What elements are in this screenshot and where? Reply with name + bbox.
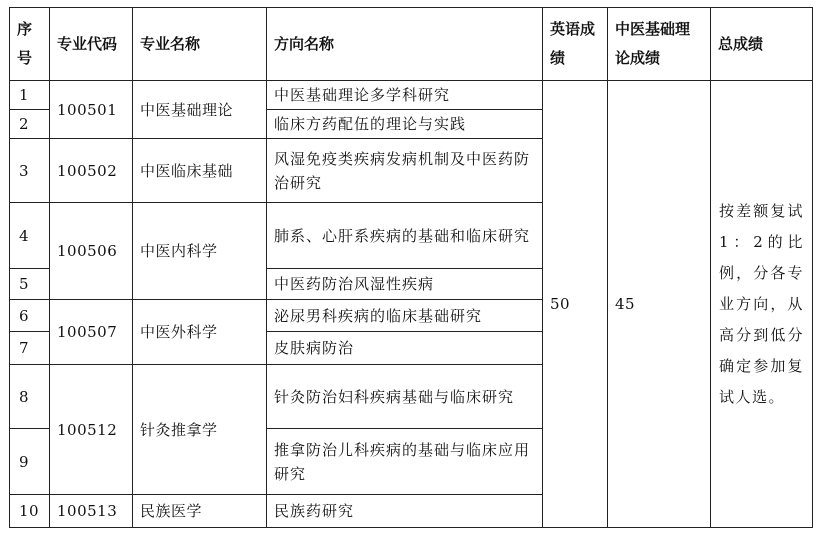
row-code: 100506	[50, 203, 133, 300]
row-code: 100502	[50, 139, 133, 203]
row-seq: 7	[10, 332, 50, 365]
row-direction: 推拿防治儿科疾病的基础与临床应用研究	[267, 429, 543, 495]
row-major: 中医基础理论	[133, 81, 267, 139]
row-seq: 8	[10, 365, 50, 429]
row-direction: 泌尿男科疾病的临床基础研究	[267, 300, 543, 332]
table-row	[10, 81, 813, 110]
header-total: 总成绩	[711, 8, 813, 81]
row-seq: 4	[10, 203, 50, 269]
row-direction: 民族药研究	[267, 495, 543, 528]
header-major: 专业名称	[133, 8, 267, 81]
header-tcm: 中医基础理论成绩	[608, 8, 711, 81]
header-seq: 序号	[10, 8, 50, 81]
row-code: 100501	[50, 81, 133, 139]
row-code: 100513	[50, 495, 133, 528]
row-direction: 风湿免疫类疾病发病机制及中医药防治研究	[267, 139, 543, 203]
row-direction: 中医基础理论多学科研究	[267, 81, 543, 110]
header-row	[10, 8, 813, 81]
row-major: 民族医学	[133, 495, 267, 528]
row-major: 中医临床基础	[133, 139, 267, 203]
row-major: 中医内科学	[133, 203, 267, 300]
row-seq: 10	[10, 495, 50, 528]
tcm-score: 45	[608, 81, 711, 528]
row-seq: 9	[10, 429, 50, 495]
row-major: 中医外科学	[133, 300, 267, 365]
total-score-note: 按差额复试1：2的比例，分各专业方向，从高分到低分确定参加复试人选。	[711, 81, 813, 528]
header-code: 专业代码	[50, 8, 133, 81]
row-direction: 肺系、心肝系疾病的基础和临床研究	[267, 203, 543, 269]
score-requirements-table	[9, 7, 813, 528]
row-seq: 2	[10, 110, 50, 139]
row-direction: 针灸防治妇科疾病基础与临床研究	[267, 365, 543, 429]
header-direction: 方向名称	[267, 8, 543, 81]
row-code: 100507	[50, 300, 133, 365]
row-code: 100512	[50, 365, 133, 495]
english-score: 50	[543, 81, 608, 528]
row-seq: 6	[10, 300, 50, 332]
row-direction: 中医药防治风湿性疾病	[267, 269, 543, 300]
header-english: 英语成绩	[543, 8, 608, 81]
row-seq: 3	[10, 139, 50, 203]
row-seq: 1	[10, 81, 50, 110]
row-direction: 皮肤病防治	[267, 332, 543, 365]
row-seq: 5	[10, 269, 50, 300]
row-major: 针灸推拿学	[133, 365, 267, 495]
row-direction: 临床方药配伍的理论与实践	[267, 110, 543, 139]
